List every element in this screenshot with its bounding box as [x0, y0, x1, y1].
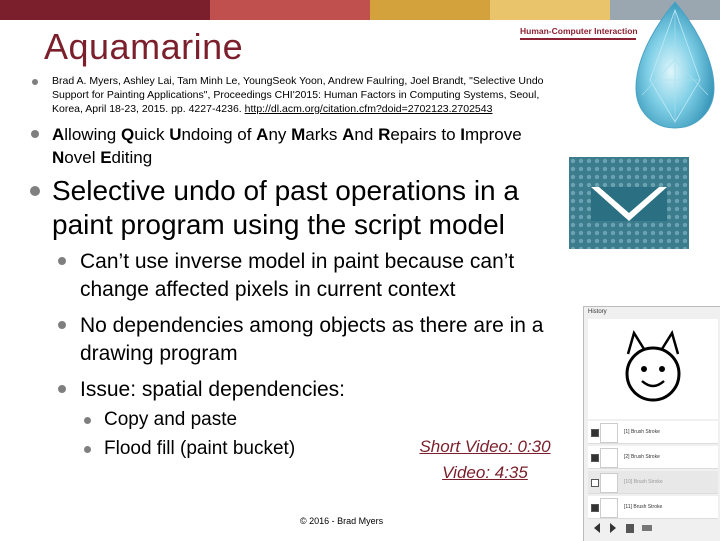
bullet-dot [30, 186, 40, 196]
video-link[interactable]: Video: 4:35 [442, 463, 528, 482]
topbar-segment [210, 0, 370, 20]
acronym-letter: A [256, 125, 269, 144]
history-row-label: [10] Brush Stroke [624, 479, 663, 485]
history-row[interactable] [588, 421, 718, 444]
cat-face-drawing [588, 319, 718, 419]
redo-icon[interactable] [610, 523, 616, 533]
acronym-letter: Q [120, 125, 135, 144]
history-row-label: [11] Brush Stroke [624, 504, 663, 510]
history-row-thumbnail [600, 423, 618, 443]
acronym-letter: A [52, 125, 65, 144]
delete-icon[interactable] [626, 524, 634, 533]
history-row-label: [1] Brush Stroke [624, 429, 660, 435]
topbar-segment [370, 0, 490, 20]
subsub-bullet-2: Flood fill (paint bucket) [104, 438, 296, 459]
top-color-bar [0, 0, 720, 20]
history-panel-title: History [588, 309, 607, 315]
acronym-text: nd [354, 125, 379, 144]
history-row-checkbox[interactable] [591, 479, 599, 487]
bullet-dot [32, 79, 38, 85]
acronym-text: ny [268, 125, 292, 144]
sub-bullet-2: No dependencies among objects as there are in a drawing program [80, 314, 544, 365]
subsub-bullet-1: Copy and paste [104, 409, 238, 430]
citation-body: Brad A. Myers, Ashley Lai, Tam Minh Le, YoungSeok Yoon, Andrew Faulring, Joel Brandt, "Selective Undo Support for Painting Applications", Proceedings CHI'2015: Human Factors in Computing Systems, Seoul, Korea, April 18-23, 2015. pp. 4227-4236. [52, 75, 544, 115]
acronym-letter: N [52, 148, 65, 167]
history-row[interactable] [588, 471, 718, 494]
acronym-text: arks [305, 125, 343, 144]
history-row-thumbnail [600, 473, 618, 493]
acronym-text: ovel [64, 148, 101, 167]
history-row[interactable] [588, 446, 718, 469]
history-row-thumbnail [600, 448, 618, 468]
history-row-checkbox[interactable] [591, 454, 599, 462]
history-row-label: [2] Brush Stroke [624, 454, 660, 460]
acronym-text: llowing [64, 125, 121, 144]
bullet-dot [58, 257, 66, 265]
acronym-expansion [52, 123, 532, 169]
acronym-letter: A [342, 125, 355, 144]
acronym-letter: U [169, 125, 182, 144]
hci-logo-underline [520, 38, 636, 40]
bullet-dot [84, 446, 91, 453]
history-row-thumbnail [600, 498, 618, 518]
history-row-checkbox[interactable] [591, 429, 599, 437]
acronym-text: ndoing of [181, 125, 257, 144]
topbar-segment [0, 0, 210, 20]
acronym-text: diting [111, 148, 153, 167]
main-bullet: Selective undo of past operations in a paint program using the script model [52, 175, 519, 240]
bullet-dot [31, 130, 39, 138]
acronym-text: uick [134, 125, 170, 144]
footer-copyright: © 2016 - Brad Myers [300, 516, 384, 526]
citation-link[interactable]: http://dl.acm.org/citation.cfm?doid=2702123.2702543 [244, 103, 493, 115]
paint-canvas [588, 319, 718, 419]
citation-text [52, 74, 572, 116]
undo-icon[interactable] [594, 523, 600, 533]
acronym-letter: R [378, 125, 391, 144]
short-video-link[interactable]: Short Video: 0:30 [419, 437, 551, 456]
acronym-text: epairs to [390, 125, 461, 144]
slide-title: Aquamarine [44, 26, 244, 67]
project-logo-tile [569, 157, 689, 249]
hci-logo-text: Human-Computer Interaction [520, 26, 638, 36]
sub-bullet-3: Issue: spatial dependencies: [80, 378, 346, 401]
history-panel-screenshot [583, 306, 720, 541]
bullet-dot [84, 417, 91, 424]
acronym-letter: I [460, 125, 466, 144]
hci-logo [520, 26, 638, 40]
history-toolbar [592, 521, 672, 535]
aquamarine-gem-image [630, 0, 720, 132]
bullet-dot [58, 385, 66, 393]
acronym-letter: E [100, 148, 112, 167]
acronym-letter: M [291, 125, 306, 144]
bullet-dot [58, 321, 66, 329]
acronym-text: mprove [465, 125, 522, 144]
history-row[interactable] [588, 496, 718, 519]
history-row-checkbox[interactable] [591, 504, 599, 512]
video-links [400, 434, 570, 486]
topbar-segment [490, 0, 610, 20]
eraser-icon[interactable] [642, 525, 652, 531]
sub-bullet-1: Can’t use inverse model in paint because can’t change affected pixels in current context [80, 250, 515, 301]
